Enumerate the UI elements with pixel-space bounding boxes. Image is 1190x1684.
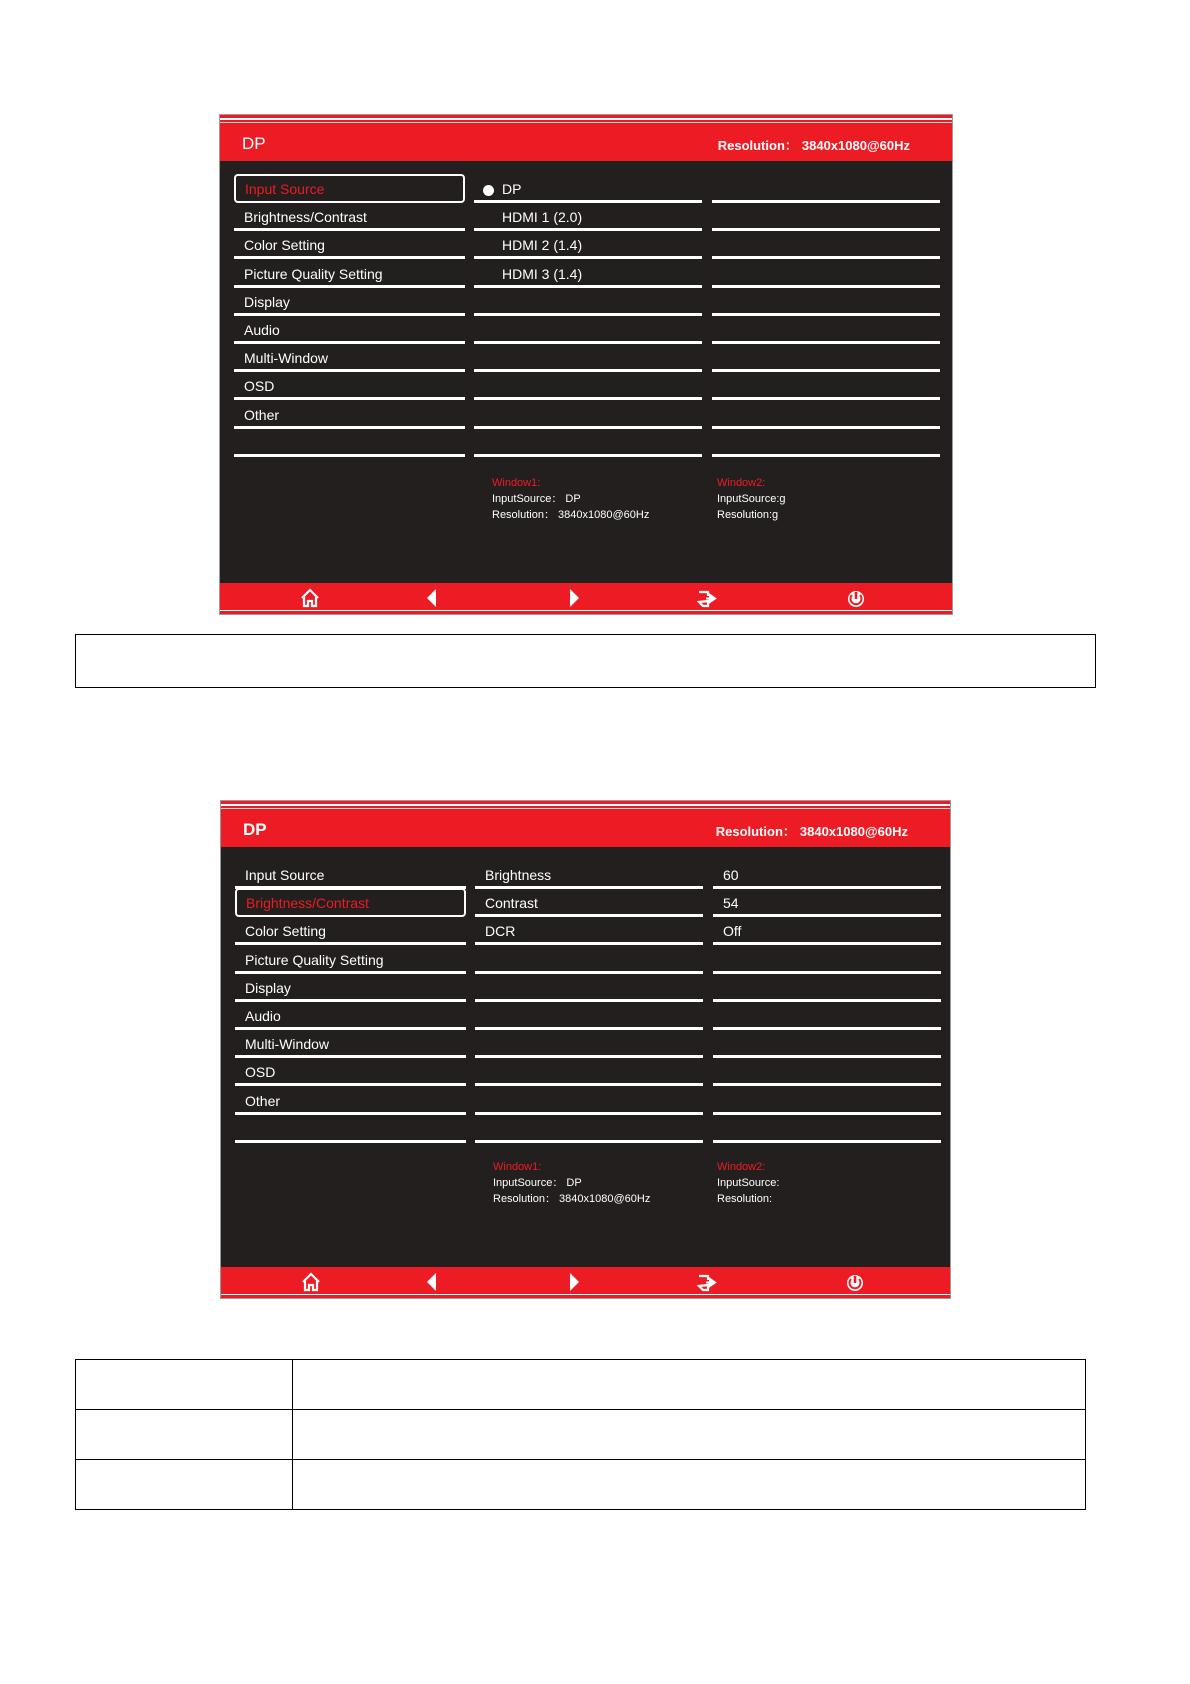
value-empty [712,205,940,231]
osd-screenshot-input-source [219,114,953,615]
osd-header [221,801,950,847]
menu-item-picture-quality[interactable]: Picture Quality Setting [234,262,465,288]
menu-item-color-setting[interactable]: Color Setting [234,233,465,259]
right-arrow-icon[interactable] [563,587,585,609]
menu-item-picture-quality[interactable]: Picture Quality Setting [235,948,466,974]
submenu [474,177,702,459]
value-empty [713,1089,941,1115]
submenu-item-brightness[interactable]: Brightness [475,863,703,889]
osd-screenshot-brightness-contrast [220,800,951,1299]
submenu [475,863,703,1145]
menu-item-osd[interactable]: OSD [235,1060,466,1086]
submenu-empty [475,1089,703,1115]
menu-item-osd[interactable]: OSD [234,374,465,400]
value-empty [712,431,940,457]
value-dcr[interactable]: Off [713,919,941,945]
resolution-readout [714,135,910,154]
window2-info: Window2: InputSource: Resolution: [717,1161,780,1205]
main-menu [235,863,466,1145]
value-column [713,863,941,1145]
power-icon[interactable] [845,587,867,609]
value-empty [712,403,940,429]
left-arrow-icon[interactable] [421,587,443,609]
submenu-item-dcr[interactable]: DCR [475,919,703,945]
submenu-empty [475,948,703,974]
submenu-item-dp[interactable]: DP [474,177,702,203]
current-source: DP [242,134,266,153]
value-empty [713,948,941,974]
submenu-empty [475,976,703,1002]
menu-item-brightness-contrast[interactable]: Brightness/Contrast [234,205,465,231]
window2-info: Window2: InputSource:g Resolution:g [717,477,786,521]
value-empty [712,318,940,344]
resolution-value: 3840x1080@60Hz [799,824,908,839]
menu-item-display[interactable]: Display [234,290,465,316]
menu-item-brightness-contrast[interactable]: Brightness/Contrast [235,888,466,917]
submenu-item-hdmi1[interactable]: HDMI 1 (2.0) [474,205,702,231]
submenu-empty [474,374,702,400]
resolution-readout [712,821,908,840]
value-brightness[interactable]: 60 [713,863,941,889]
exit-icon[interactable] [696,1271,718,1293]
table-row [76,1360,1086,1410]
settings-table [75,1359,1086,1510]
window1-info: Window1: InputSource： DP Resolution： 3840x1080@60Hz [493,1161,651,1205]
value-empty [713,1060,941,1086]
left-arrow-icon[interactable] [421,1271,443,1293]
window1-info: Window1: InputSource： DP Resolution： 3840x1080@60Hz [492,477,650,521]
value-empty [712,233,940,259]
submenu-empty [474,346,702,372]
submenu-item-hdmi3[interactable]: HDMI 3 (1.4) [474,262,702,288]
menu-item-color-setting[interactable]: Color Setting [235,919,466,945]
menu-item-audio[interactable]: Audio [234,318,465,344]
value-column [712,177,940,459]
resolution-label: Resolution： [715,824,796,839]
osd-nav-bar [220,583,952,614]
submenu-empty [475,1032,703,1058]
menu-item-other[interactable]: Other [234,403,465,429]
value-empty [712,346,940,372]
value-empty [712,262,940,288]
submenu-empty [475,1004,703,1030]
home-icon[interactable] [299,587,321,609]
menu-item-input-source[interactable]: Input Source [234,174,465,203]
submenu-item-hdmi2[interactable]: HDMI 2 (1.4) [474,233,702,259]
submenu-empty [474,431,702,457]
menu-item-input-source[interactable]: Input Source [235,863,466,889]
submenu-empty [475,1117,703,1143]
value-empty [712,374,940,400]
current-source: DP [243,820,267,839]
table-row [76,1460,1086,1510]
menu-item-empty [234,431,465,457]
selected-radio-icon [483,185,494,196]
resolution-value: 3840x1080@60Hz [801,138,910,153]
submenu-empty [474,290,702,316]
value-empty [712,177,940,203]
menu-item-empty [235,1117,466,1143]
value-contrast[interactable]: 54 [713,891,941,917]
menu-item-display[interactable]: Display [235,976,466,1002]
exit-icon[interactable] [696,587,718,609]
submenu-item-contrast[interactable]: Contrast [475,891,703,917]
value-empty [713,1117,941,1143]
submenu-empty [474,318,702,344]
menu-item-other[interactable]: Other [235,1089,466,1115]
value-empty [712,290,940,316]
value-empty [713,1032,941,1058]
menu-item-multi-window[interactable]: Multi-Window [235,1032,466,1058]
main-menu [234,177,465,459]
value-empty [713,1004,941,1030]
right-arrow-icon[interactable] [563,1271,585,1293]
submenu-empty [475,1060,703,1086]
submenu-empty [474,403,702,429]
value-empty [713,976,941,1002]
menu-item-multi-window[interactable]: Multi-Window [234,346,465,372]
resolution-label: Resolution： [717,138,798,153]
description-box [75,634,1096,688]
power-icon[interactable] [844,1271,866,1293]
menu-item-audio[interactable]: Audio [235,1004,466,1030]
osd-header [220,115,952,161]
table-row [76,1410,1086,1460]
home-icon[interactable] [300,1271,322,1293]
osd-nav-bar [221,1267,950,1298]
